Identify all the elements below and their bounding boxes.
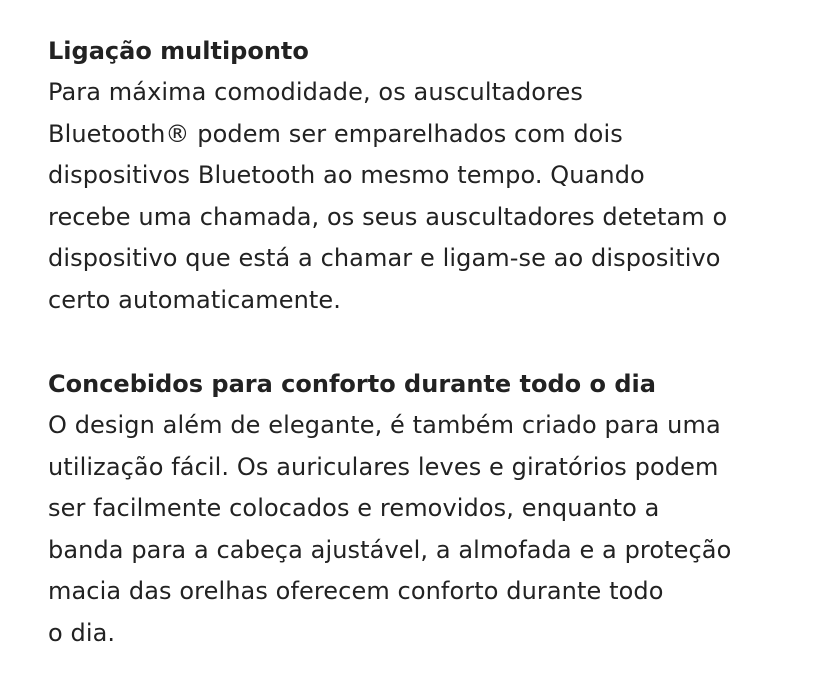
- paragraph-line: dispositivos Bluetooth ao mesmo tempo. Quando: [48, 161, 645, 189]
- paragraph-line: dispositivo que está a chamar e ligam-se ao dispositivo: [48, 244, 721, 272]
- section-comfort: [48, 363, 808, 654]
- paragraph-line: utilização fácil. Os auriculares leves e giratórios podem: [48, 452, 719, 481]
- paragraph-line: banda para a cabeça ajustável, a almofada e a proteção: [48, 535, 732, 564]
- document-page: [48, 30, 808, 654]
- paragraph-line: Para máxima comodidade, os auscultadores: [48, 78, 583, 106]
- section-heading: Concebidos para conforto durante todo o dia: [48, 370, 656, 398]
- section-multipoint: [48, 30, 808, 321]
- paragraph-line: recebe uma chamada, os seus auscultadores detetam o: [48, 202, 728, 231]
- paragraph-line: O design além de elegante, é também criado para uma: [48, 411, 721, 439]
- section-spacer: [48, 321, 808, 363]
- paragraph-line: o dia.: [48, 618, 116, 647]
- paragraph-line: Bluetooth® podem ser emparelhados com dois: [48, 119, 623, 148]
- paragraph-line: macia das orelhas oferecem conforto durante todo: [48, 577, 664, 605]
- paragraph-line: certo automaticamente.: [48, 285, 341, 314]
- paragraph-line: ser facilmente colocados e removidos, enquanto a: [48, 494, 660, 522]
- section-heading: Ligação multiponto: [48, 37, 309, 65]
